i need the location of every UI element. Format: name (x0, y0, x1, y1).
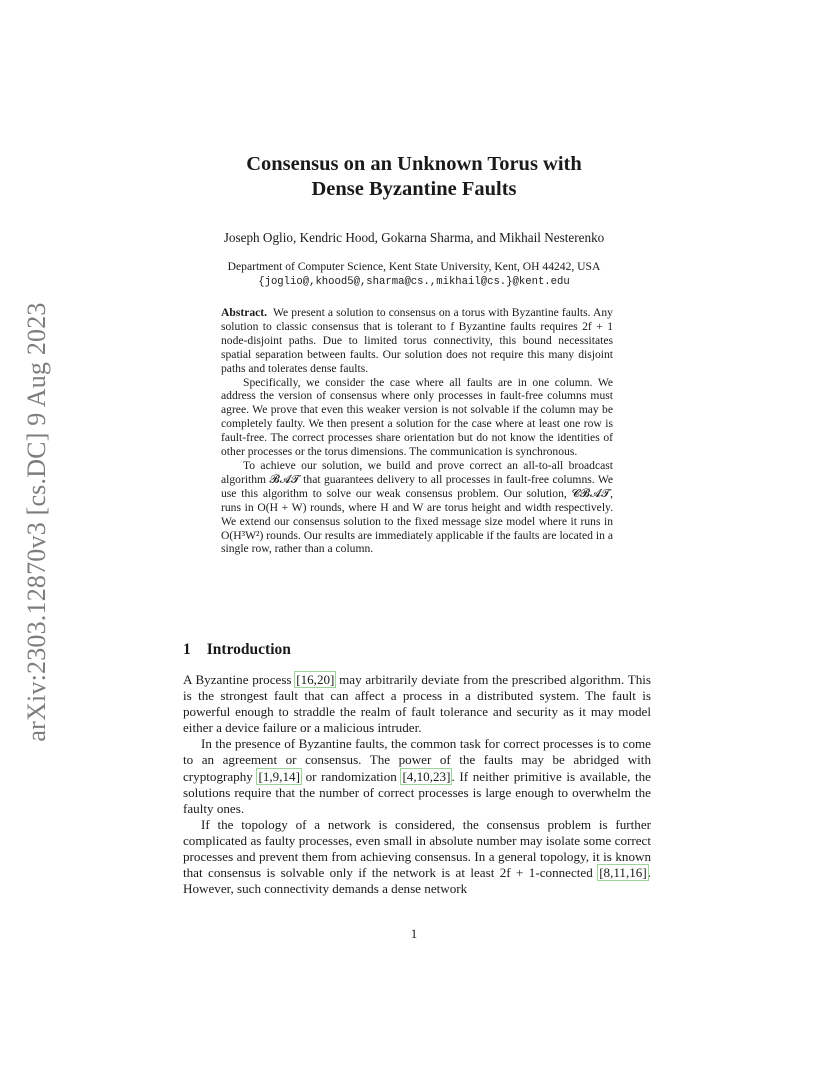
intro-text: . However, such connectivity demands a dense network (183, 865, 651, 897)
author-list: Joseph Oglio, Kendric Hood, Gokarna Sharma, and Mikhail Nesterenko (223, 230, 605, 245)
title-line-1: Consensus on an Unknown Torus with (246, 153, 582, 175)
abstract (221, 306, 613, 556)
citation-link[interactable]: [1,9,14] (258, 768, 300, 784)
abstract-paragraph-1 (221, 306, 613, 376)
arxiv-identifier: arXiv:2303.12870v3 [cs.DC] 9 Aug 2023 (22, 302, 51, 742)
citation-link[interactable]: [4,10,23] (402, 768, 451, 784)
section-heading (183, 641, 291, 659)
abstract-paragraph-3: To achieve our solution, we build and prove correct an all-to-all broadcast algorithm 𝓑𝓐𝓣 that guarantees delivery to all processes in fault-free columns. We use this algorithm to solve our weak consensus problem. Our solution, 𝓒𝓑𝓐𝓣, runs in O(H + W) rounds, where H and W are torus height and width respectively. We extend our consensus solution to the fixed message size model where it runs in O(H³W²) rounds. Our results are immediately applicable if the faults are located in a single row, rather than a column. (221, 458, 613, 556)
paper-title (0, 152, 828, 202)
introduction-body (183, 672, 651, 897)
citation-link[interactable]: [16,20] (296, 672, 335, 687)
intro-text: A Byzantine process (183, 672, 296, 687)
intro-text: or randomization (300, 768, 402, 784)
abstract-label: Abstract. (221, 306, 268, 319)
section-title: Introduction (206, 641, 291, 658)
author-emails: {joglio@,khood5@,sharma@cs.,mikhail@cs.}@kent.edu (258, 276, 570, 288)
abstract-paragraph-2: Specifically, we consider the case where all faults are in one column. We address the version of consensus where only processes in fault-free columns must agree. We prove that even this weaker version is not solvable if the column may be completely faulty. We then present a solution for the case where at least one row is fault-free. The correct processes share orientation but do not know the identities of other processes or the torus dimensions. The communication is synchronous. (221, 375, 613, 459)
page-number: 1 (410, 926, 418, 941)
abstract-text-1: We present a solution to consensus on a torus with Byzantine faults. Any solution to classic consensus that is tolerant to f Byzantine faults requires 2f + 1 node-disjoint paths. Due to limited torus connectivity, this bound necessitates spatial separation between faults. Our solution does not require this many disjoint paths and tolerates dense faults. (221, 306, 613, 375)
intro-paragraph-3 (183, 817, 651, 897)
intro-paragraph-2 (183, 736, 651, 816)
intro-text: . If neither primitive is available, the solutions require that the number of correct processes is large enough to overwhelm the faulty ones. (183, 768, 651, 816)
intro-paragraph-1 (183, 672, 651, 736)
intro-text: In the presence of Byzantine faults, the common task for correct processes is to come to an agreement or consensus. The power of the faults may be abridged with cryptography (183, 736, 651, 784)
citation-link[interactable]: [8,11,16] (599, 865, 647, 881)
intro-text: If the topology of a network is considered, the consensus problem is further complicated as faulty processes, even small in absolute number may isolate some correct processes and prevent them from achieving consensus. In a general topology, it is known that consensus is solvable only if the network is at least 2f + 1-connected (183, 816, 651, 881)
affiliation: Department of Computer Science, Kent State University, Kent, OH 44242, USA (227, 260, 601, 273)
title-line-2: Dense Byzantine Faults (311, 178, 517, 200)
section-number: 1 (183, 641, 191, 658)
intro-text: may arbitrarily deviate from the prescribed algorithm. This is the strongest fault that can affect a process in a distributed system. The fault is powerful enough to straddle the realm of fault tolerance and security as it may model either a device failure or a malicious intruder. (183, 672, 651, 736)
